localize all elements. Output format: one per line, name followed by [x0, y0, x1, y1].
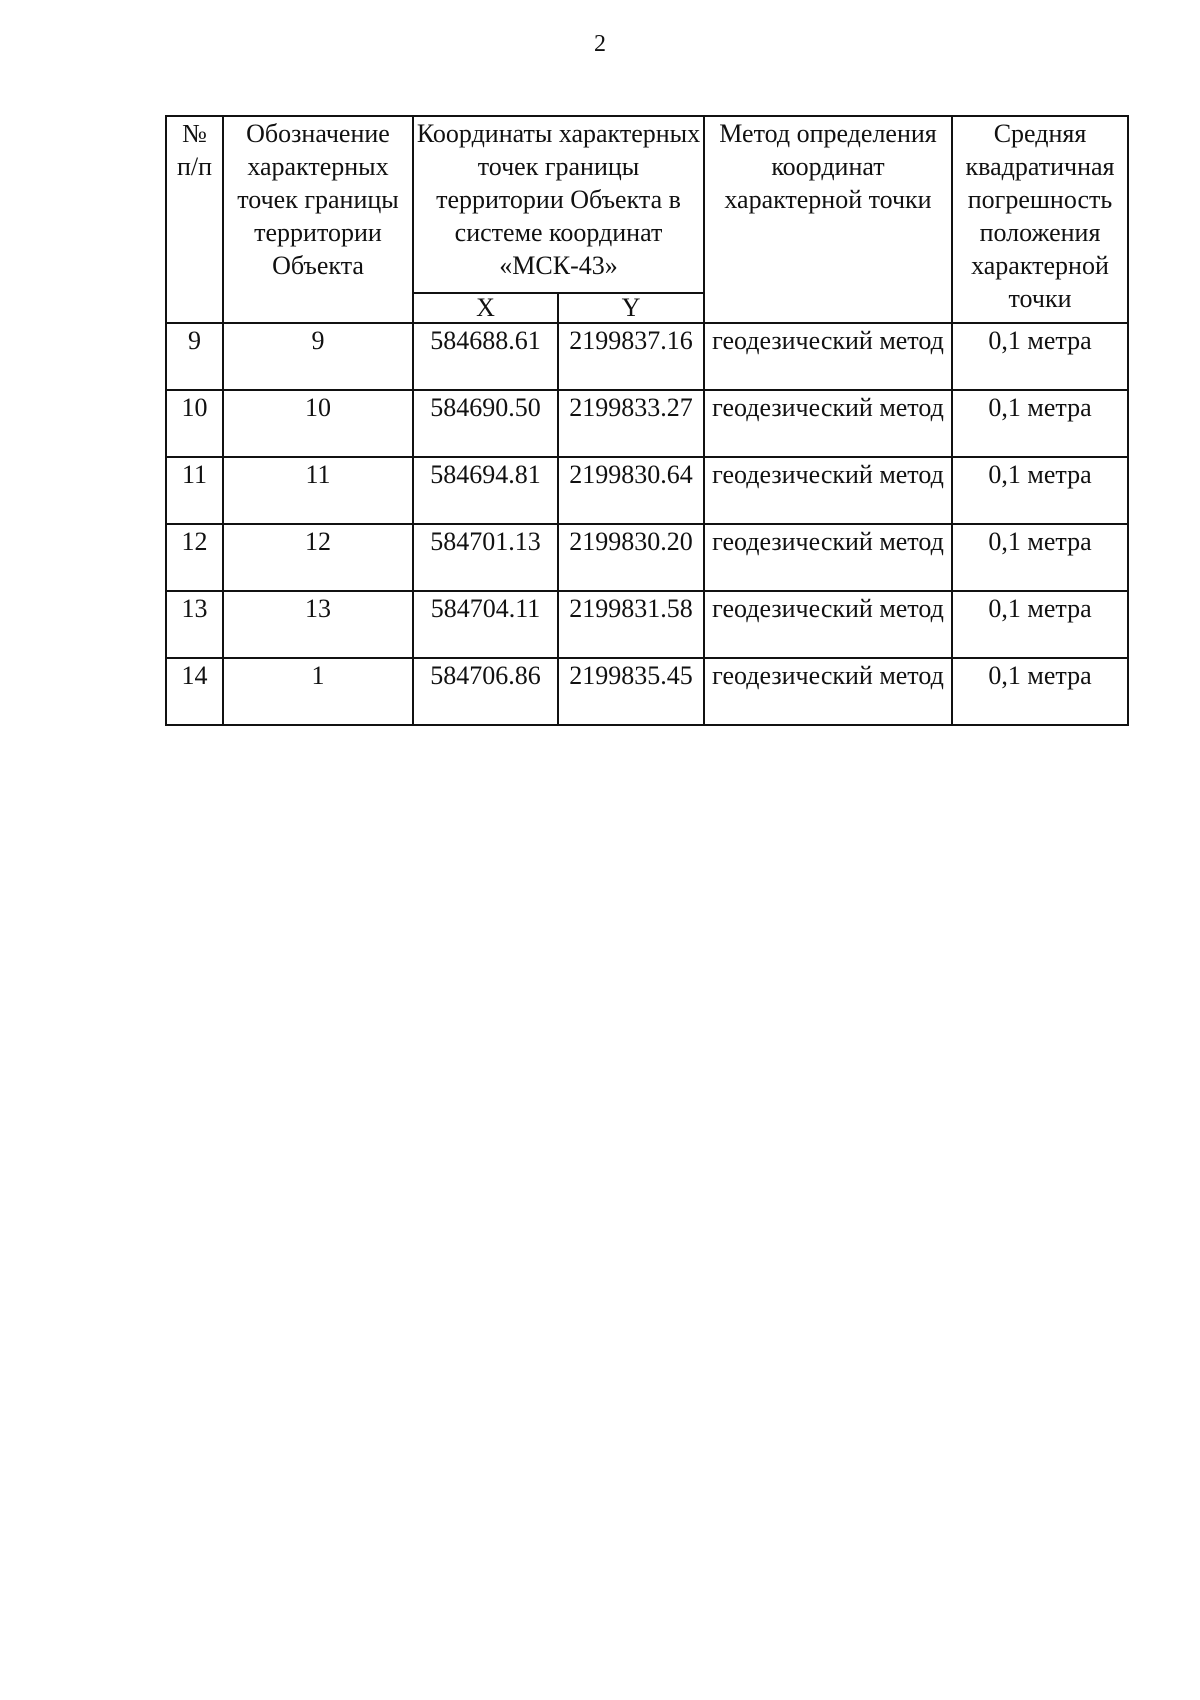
row-y: 2199830.20 [558, 524, 704, 591]
row-point: 1 [223, 658, 413, 725]
row-method: геодезический метод [704, 457, 952, 524]
row-num: 11 [166, 457, 223, 524]
header-method: Метод определения координат характерной точки [704, 116, 952, 323]
row-error: 0,1 метра [952, 658, 1128, 725]
header-y: Y [558, 293, 704, 323]
header-num: № п/п [166, 116, 223, 323]
header-designation: Обозначение характерных точек границы территории Объекта [223, 116, 413, 323]
table-body [166, 323, 1128, 725]
row-point: 12 [223, 524, 413, 591]
coordinates-table [165, 115, 1129, 726]
row-x: 584704.11 [413, 591, 558, 658]
row-y: 2199835.45 [558, 658, 704, 725]
page-number: 2 [594, 31, 606, 57]
row-error: 0,1 метра [952, 390, 1128, 457]
row-point: 11 [223, 457, 413, 524]
row-num: 13 [166, 591, 223, 658]
row-x: 584688.61 [413, 323, 558, 390]
row-y: 2199830.64 [558, 457, 704, 524]
header-coordinates: Координаты характерных точек границы территории Объекта в системе координат «МСК-43» [413, 116, 704, 293]
row-point: 13 [223, 591, 413, 658]
row-error: 0,1 метра [952, 323, 1128, 390]
row-point: 10 [223, 390, 413, 457]
row-x: 584690.50 [413, 390, 558, 457]
header-x: X [413, 293, 558, 323]
row-point: 9 [223, 323, 413, 390]
row-x: 584706.86 [413, 658, 558, 725]
table-row [166, 457, 1128, 524]
row-y: 2199831.58 [558, 591, 704, 658]
row-num: 12 [166, 524, 223, 591]
row-num: 14 [166, 658, 223, 725]
row-method: геодезический метод [704, 658, 952, 725]
row-error: 0,1 метра [952, 591, 1128, 658]
table-row [166, 390, 1128, 457]
row-method: геодезический метод [704, 524, 952, 591]
table-row [166, 591, 1128, 658]
table-row [166, 323, 1128, 390]
row-error: 0,1 метра [952, 524, 1128, 591]
row-method: геодезический метод [704, 390, 952, 457]
row-x: 584694.81 [413, 457, 558, 524]
row-error: 0,1 метра [952, 457, 1128, 524]
row-y: 2199833.27 [558, 390, 704, 457]
table-row [166, 524, 1128, 591]
header-error: Средняя квадратичная погрешность положения характерной точки [952, 116, 1128, 323]
row-method: геодезический метод [704, 323, 952, 390]
row-x: 584701.13 [413, 524, 558, 591]
row-method: геодезический метод [704, 591, 952, 658]
row-y: 2199837.16 [558, 323, 704, 390]
table-row [166, 658, 1128, 725]
row-num: 9 [166, 323, 223, 390]
row-num: 10 [166, 390, 223, 457]
